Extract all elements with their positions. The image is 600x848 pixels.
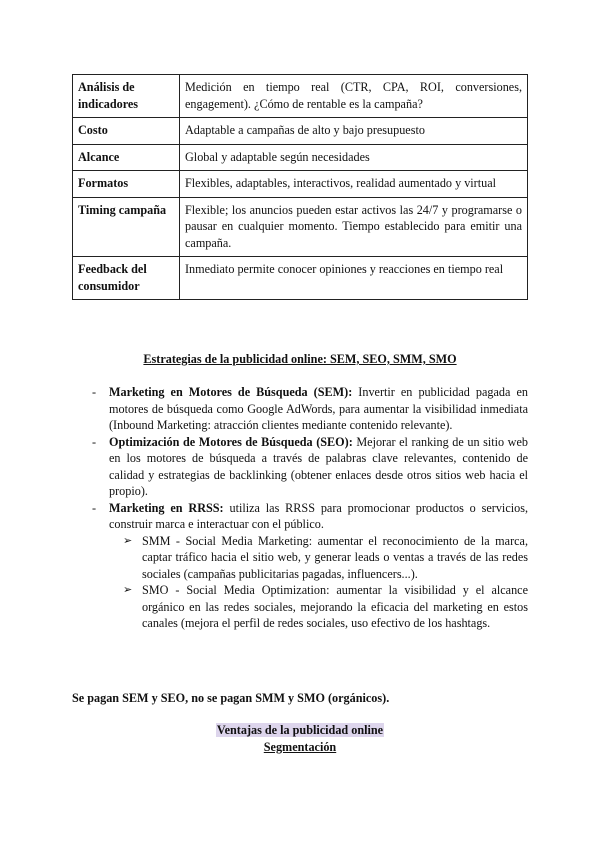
- advantages-heading: Ventajas de la publicidad online: [216, 723, 384, 737]
- advantages-section: [0, 722, 600, 755]
- table-key-cell: Feedback del consumidor: [73, 257, 180, 300]
- table-row: [73, 197, 528, 257]
- bullet-text: Mejorar el ranking de un sitio web en los motores de búsqueda a través de palabras clave relevantes, contenido de calidad y estrategias de backlinking (obtener enlaces desde otros sitios web hacia el propio).: [109, 434, 528, 498]
- list-item: [92, 384, 528, 434]
- bullet-text: Invertir en publicidad pagada en motores de búsqueda como Google AdWords, para aumentar la visibilidad inmediata (Inbound Marketing: atracción clientes mediante contenido relevante).: [109, 385, 528, 432]
- table-value-cell: Global y adaptable según necesidades: [180, 144, 528, 171]
- bullet-text: utiliza las RRSS para promocionar productos o servicios, construir marca e interactuar con el público.: [109, 500, 528, 531]
- bullet-dash: -: [92, 500, 97, 515]
- table-key-cell: Alcance: [73, 144, 180, 171]
- segmentation-subheading: Segmentación: [263, 739, 337, 754]
- table-key-cell: Análisis de indicadores: [73, 75, 180, 118]
- list-item: [92, 500, 528, 632]
- table-value-cell: Flexibles, adaptables, interactivos, realidad aumentado y virtual: [180, 171, 528, 198]
- table-value-cell: Adaptable a campañas de alto y bajo presupuesto: [180, 118, 528, 145]
- bullet-term: Marketing en RRSS:: [109, 500, 224, 515]
- bullet-term: Marketing en Motores de Búsqueda (SEM):: [109, 385, 353, 399]
- list-item: [92, 434, 528, 500]
- sub-item-text: SMM - Social Media Marketing: aumentar el reconocimiento de la marca, captar tráfico hacia el sitio web, y generar leads o ventas a través de las redes sociales (campañas publicitarias pagadas, influencers...).: [142, 533, 528, 581]
- table-value-cell: Inmediato permite conocer opiniones y reacciones en tiempo real: [180, 257, 528, 300]
- arrow-bullet-icon: ➢: [123, 584, 133, 596]
- table-key-cell: Formatos: [73, 171, 180, 198]
- table-row: [73, 118, 528, 145]
- bullet-term: Optimización de Motores de Búsqueda (SEO):: [109, 434, 353, 449]
- strategies-list: [92, 384, 528, 632]
- table-row: [73, 144, 528, 171]
- table-value-cell: Medición en tiempo real (CTR, CPA, ROI, conversiones, engagement). ¿Cómo de rentable es la campaña?: [180, 75, 528, 118]
- comparison-table: [72, 74, 528, 300]
- strategies-heading: Estrategias de la publicidad online: SEM, SEO, SMM, SMO: [143, 352, 457, 366]
- table-row: [73, 171, 528, 198]
- payment-note: Se pagan SEM y SEO, no se pagan SMM y SMO (orgánicos).: [72, 691, 390, 705]
- bullet-dash: -: [92, 434, 97, 449]
- sub-list-item: [109, 582, 528, 632]
- table-row: [73, 75, 528, 118]
- sub-list-item: [109, 533, 528, 583]
- bullet-dash: -: [92, 385, 97, 399]
- table-key-cell: Costo: [73, 118, 180, 145]
- table-key-cell: Timing campaña: [73, 197, 180, 257]
- arrow-bullet-icon: ➢: [123, 534, 133, 547]
- table-row: [73, 257, 528, 300]
- sub-item-text: SMO - Social Media Optimization: aumentar la visibilidad y el alcance orgánico en las redes sociales, mejorando la eficacia del marketing en estos canales (mejora el perfil de redes sociales, uso efectivo de los hashtags.: [142, 583, 528, 630]
- table-value-cell: Flexible; los anuncios pueden estar activos las 24/7 y programarse o pausar en cualquier momento. Tiempo establecido para emitir una campaña.: [180, 197, 528, 257]
